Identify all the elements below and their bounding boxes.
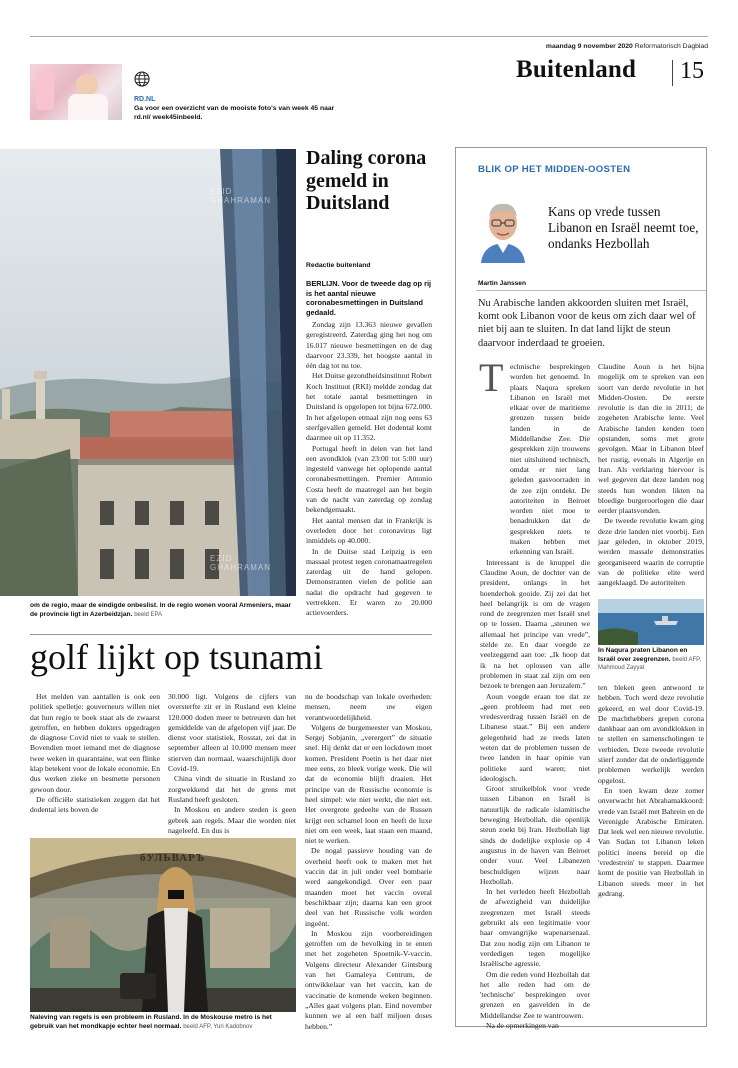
metro-caption-text: Naleving van regels is een probleem in Rusland. In de Moskouse metro is het gebruik van het mondkapje echter heel normaal. <box>30 1014 272 1030</box>
corona-lead: BERLIJN. Voor de tweede dag op rij is het aantal nieuwe coronabesmettingen in Duitsland gedaald. <box>306 279 432 317</box>
promo-thumbnail[interactable] <box>30 64 122 120</box>
naqura-credit: beeld AFP, Mahmoud Zayyat <box>598 656 702 672</box>
photo1-caption <box>30 602 296 619</box>
dateline <box>546 43 708 50</box>
naqura-caption-text: In Naqura praten Libanon en Israël over zeegrenzen. <box>598 647 688 663</box>
metro-sign-text: бУЛЬВАРЪ <box>140 852 206 864</box>
column-col1 <box>480 362 590 1031</box>
column-paragraph: Claudine Aoun is het bijna mogelijk om te spreken van een soort van derde revolutie in het Midden-Oosten. De eerste revolutie is dan die in 2011; de zogeheten Arabische lente. Veel Arabische landen kenden toen opstanden, soms met grote gevolgen. Maar in Libanon bleef het rustig, evenals in Algerije en Iran. Als verklaring hiervoor is wel gegeven dat deze landen nog steeds hun wonden likten na bloedige burgeroorlogen die daar eerder plaatsvonden. <box>598 362 704 516</box>
column-paragraph: Na de opmerkingen van <box>486 1021 559 1030</box>
corona-paragraph: In de Duitse stad Leipzig is een massaal protest tegen coronamaatregelen zaterdag uit de hand gelopen. Demonstranten vielen de politie aan nadat die opdracht had gegeven te vertrekken. Er waren zo 20.000 actievoerders. <box>306 546 432 618</box>
child-face-shape <box>76 74 98 96</box>
naqura-photo <box>598 599 704 645</box>
page-number: 15 <box>680 58 704 84</box>
russia-paragraph: In Moskou zijn voorbereidingen getroffen om de bevolking in te enten met het zogeheten Spoetnik-V-vaccin. Volgens directeur Alexander Gintsburg van het Gamaleya Centrum, de ontwikkelaar van het vaccin, kan de vaccinatie de komende weken beginnen. „Alles gaat volgens plan. Eind november kunnen we al een half miljoen doses hebben.” <box>305 928 432 1031</box>
section-divider <box>672 60 673 86</box>
russia-paragraph: China vindt de situatie in Rusland zo zorgwekkend dat het de grens met Rusland heeft gesloten. <box>168 774 296 804</box>
column-paragraph: ten bleken geen antwoord te hebben. Toch werd deze revolutie gekeerd, en wel door Covid-19. De machthebbers grepen corona dankbaar aan om avondklokken in te stellen en samenscholingen te verbieden. Deze tweede revolutie stierf zonder dat de onderliggende problemen werkelijk werden opgelost. <box>598 683 704 785</box>
russia-top-rule <box>30 634 432 635</box>
russia-paragraph: Het melden van aantallen is ook een politiek spelletje: gouverneurs willen niet dat hun regio te boek staat als de zwaarst getroffen, en hebben dokters opgedragen de diagnose Covid niet te vaak te stellen. Bovendien moet iemand met de diagnose twee weken in quarantaine, wat een flinke klap betekent voor de lokale economie. En dus werken zieke en besmette personen gewoon door. <box>30 692 160 794</box>
corona-byline: Redactie buitenland <box>306 262 371 269</box>
russia-paragraph: De nogal passieve houding van de overheid heeft ook te maken met het vaccin dat in juli onder veel bombarie werd aangekondigd. Over een paar maanden moet het vaccin overal beschikbaar zijn; daarna kan een groot deel van het Russische volk worden ingeënt. <box>305 846 432 928</box>
author-portrait <box>475 195 531 263</box>
column-intro: Nu Arabische landen akkoorden sluiten met Israël, komt ook Libanon voor de keus om zich daar wel of niet bij aan te sluiten. In dat land lijkt de steun daarvoor inderdaad te groeien. <box>478 298 696 349</box>
section-title: Buitenland <box>516 56 637 83</box>
promo-site-label: RD.NL <box>134 96 156 103</box>
globe-icon <box>134 71 150 87</box>
pink-object-shape <box>36 70 54 110</box>
column-author: Martin Janssen <box>478 280 527 287</box>
column-kicker: BLIK OP HET MIDDEN-OOSTEN <box>478 164 631 175</box>
header-date: maandag 9 november 2020 <box>545 43 633 50</box>
russia-paragraph: nu de boodschap van lokale overheden: mensen, neem uw eigen verantwoordelijkheid. <box>305 692 432 722</box>
column-paragraph: Aoun voegde eraan toe dat ze „geen probleem had met een vredesverdrag tussen Israël en de Libanese staat.” Bij een andere gelegenheid had ze reeds laten weten dat de problemen tussen de twee landen in haar opinie van politieke aard waren; niet ideologisch. <box>480 691 590 783</box>
column-dropcap: T <box>479 355 504 400</box>
corona-body <box>306 320 432 619</box>
header-paper: Reformatorisch Dagblad <box>634 43 708 50</box>
corona-headline: Daling corona gemeld in Duitsland <box>306 147 427 214</box>
russia-headline: golf lijkt op tsunami <box>30 637 323 677</box>
column-col2-top <box>598 362 704 589</box>
child-body-shape <box>68 94 108 120</box>
photo-watermark-top: EZID GHAHRAMAN <box>210 187 272 205</box>
column-paragraph: Om die reden vond Hezbollah dat het alle reden had om de 'technische' besprekingen over grenzen en gasvelden in de Middellandse Zee te wantrouwen. <box>480 969 590 1020</box>
russia-paragraph: Volgens de burgemeester van Moskou, Sergej Sobjanin, „verergert” de situatie snel. Hij denkt dat er een lockdown moet komen. President Poetin is het daar niet mee eens, zo bleek vorige week. Die wil dat de economie blijft draaien. Het principe van de Russische economie is heel simpel: wie niet werkt, die niet eet. Het overgrote gedeelte van de Russen krijgt een schamel loon en heeft de luxe niet om een week, laat staan een maand, niet te werken. <box>305 722 432 846</box>
column-paragraph: Interessant is de knuppel die Claudine Aoun, de dochter van de president, onlangs in het hoenderhok gooide. Zij zei dat het heel belangrijk is om de vragen rond de zeegrenzen met Israël snel op te lossen. Daarna „steunen we allemaal het principe van vrede”, stelde ze. En daar voegde ze veelzeggend aan toe: „Ik hoop dat ik na het oplossen van alle problemen in staat zal zijn om een bezoek te brengen aan Jeruzalem.” <box>480 557 590 691</box>
promo-link-text[interactable]: Ga voor een overzicht van de mooiste foto's van week 45 naar rd.nl/ week45inbeeld. <box>134 105 335 121</box>
russia-paragraph: In Moskou en andere steden is geen gebrek aan regels. Maar die worden niet nageleefd. En dus is <box>168 805 296 835</box>
corona-paragraph: Zondag zijn 13.363 nieuwe gevallen geregistreerd. Zaterdag ging het nog om 16.017 nieuwe besmettingen en de dag daarvoor 23.339, het hoogste aantal in één dag tot nu toe. <box>306 320 432 371</box>
corona-paragraph: Het aantal mensen dat in Frankrijk is overleden door het coronavirus ligt inmiddels op 40.000. <box>306 515 432 546</box>
russia-paragraph: 30.000 ligt. Volgens de cijfers van oversterfte zit er in Rusland een kleine 120.000 doden meer te betreuren dan het gemiddelde van de afgelopen vijf jaar. De dienst voor statistiek, Rosstat, zei dat in september alleen al 10.000 mensen meer stierven dan normaal, waarschijnlijk door Covid-19. <box>168 692 296 774</box>
column-paragraph: En toen kwam deze zomer onverwacht het Abrahamakkoord: vrede van Israël met Bahrein en de Verenigde Arabische Emiraten. Dat leek wel een nieuwe revolutie. Van Sudan tot Libanon leken politici ineens bereid op die 'vredestrein' te stappen. Daarmee komt de positie van Hezbollah in Libanon steeds meer in het gedrang. <box>598 785 704 898</box>
corona-paragraph: Het Duitse gezondheidsinstituut Robert Koch Instituut (RKI) meldde zondag dat het totale aantal besmettingen in Duitsland is opgelopen tot bijna 672.000. In het afgelopen etmaal zijn nog eens 63 sterfgevallen gemeld. Het dodental komt daarmee uit op 11.352. <box>306 371 433 443</box>
karabakh-photo <box>0 149 296 596</box>
column-col2-bottom <box>598 683 704 899</box>
russia-paragraph: De officiële statistieken zeggen dat het dodental iets boven de <box>30 794 160 815</box>
column-paragraph: In het verleden heeft Hezbollah de afwezigheid van duidelijke zeegrenzen met Israël steeds gebruikt als een legitimatie voor haar omvangrijke wapenarsenaal. Dat zou nodig zijn om Libanon te verdedigen tegen mogelijke Israëlische agressie. <box>480 887 590 969</box>
russia-col3 <box>305 692 432 1032</box>
header-top-rule <box>30 36 708 37</box>
column-paragraph: echnische besprekingen worden het genoemd. In plaats Naqura spreken Libanon en Israël met elkaar over de maritieme grenzen tussen beide landen in de Middellandse Zee. Die gesprekken zijn trouwens niet uitsluitend technisch, omdat er niet lang geleden gasvoorraden in de zee zijn ontdekt. De autoriteiten in Beiroet worden niet moe te benadrukken dat de gesprekken niets te maken hebben met erkenning van Israël. <box>510 362 590 557</box>
column-paragraph: Groot struikelblok voor vrede tussen Libanon en Israël is natuurlijk de radicale islamitische beweging Hezbollah, die openlijk steun zoekt bij Iran. Hezbollah ligt sinds de dodelijke explosie op 4 augustus in de haven van Beiroet onder vuur. Veel Libanezen beschuldigen wijzen naar Hezbollah. <box>480 784 590 886</box>
russia-col2 <box>168 692 296 836</box>
column-author-rule <box>476 290 706 291</box>
photo1-credit: beeld EPA <box>134 611 163 618</box>
column-title: Kans op vrede tussen Libanon en Israël neemt toe, ondanks Hezbollah <box>548 204 699 251</box>
photo1-caption-text: om de regio, maar de eindigde onbeslist. In de regio wonen vooral Armeniers, maar de provincie ligt in Azerbeidzjan. <box>30 602 292 618</box>
corona-paragraph: Portugal heeft in delen van het land een avondklok (van 23:00 tot 5:00 uur) ingesteld vanwege het oplopende aantal coronabesmettingen. Premier Antonio Costa heeft de maatregel aan het begin van de nacht van zaterdag op zondag bekendgemaakt. <box>306 443 432 515</box>
photo-watermark-bottom: EZID GHAHRAMAN <box>210 554 272 572</box>
metro-photo <box>30 838 296 1012</box>
russia-col1 <box>30 692 160 816</box>
metro-credit: beeld AFP, Yuri Kadobnov <box>183 1023 253 1030</box>
column-paragraph: De tweede revolutie kwam ging deze drie landen niet voorbij. Een jaar geleden, in oktober 2019, werden massale demonstraties georganiseerd waarin de corruptie van de politieke elite werd aangeklaagd. De autoriteiten <box>598 516 704 588</box>
naqura-caption <box>598 647 704 673</box>
metro-caption <box>30 1014 296 1031</box>
